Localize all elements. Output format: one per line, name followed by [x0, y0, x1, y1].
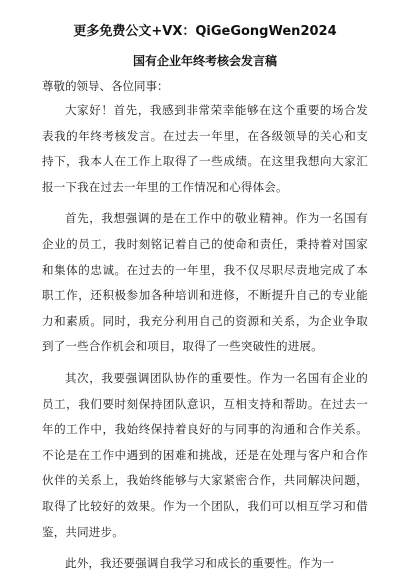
watermark-header: 更多免费公文+VX：QiGeGongWen2024 — [73, 24, 337, 39]
body-paragraph-4: 此外，我还要强调自我学习和成长的重要性。作为一 — [65, 556, 335, 571]
body-paragraph-3: 其次，我要强调团队协作的重要性。作为一名国有企业的员工，我们要时刻保持团队意识，互相支持和帮助。在过去一年的工作中，我始终保持着良好的与同事的沟通和合作关系。不论是在工作中遇到的困难和挑战，还是在处理与客户和合作伙伴的关系上，我始终能够与大家紧密合作，共同解决问题，取得了比较好的效果。作为一个团队，我们可以相互学习和借鉴，共同进步。 — [42, 370, 368, 539]
body-paragraph-1: 大家好！首先，我感到非常荣幸能够在这个重要的场合发表我的年终考核发言。在过去一年里，在各级领导的关心和支持下，我本人在工作上取得了一些成绩。在这里我想向大家汇报一下我在过去一年里的工作情况和心得体会。 — [42, 103, 368, 194]
body-paragraph-2: 首先，我想强调的是在工作中的敬业精神。作为一名国有企业的员工，我时刻铭记着自己的使命和责任，秉持着对国家和集体的忠诚。在过去的一年里，我不仅尽职尽责地完成了本职工作，还积极参加各种培训和进修，不断提升自己的专业能力和素质。同时，我充分利用自己的资源和关系，为企业争取到了一些合作机会和项目，取得了一些突破性的进展。 — [42, 211, 368, 354]
salutation: 尊敬的领导、各位同事： — [42, 79, 169, 93]
document-title: 国有企业年终考核会发言稿 — [132, 54, 277, 68]
